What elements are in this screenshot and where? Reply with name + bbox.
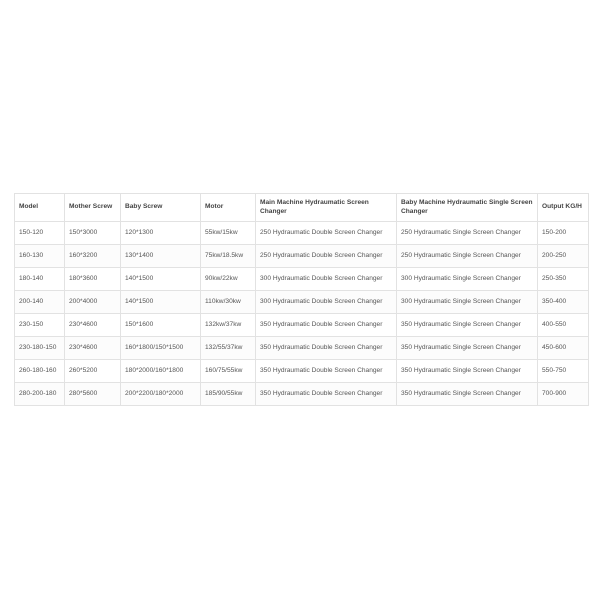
cell-output: 150-200 bbox=[538, 222, 589, 245]
cell-output: 200-250 bbox=[538, 245, 589, 268]
cell-mother-screw: 200*4000 bbox=[65, 291, 121, 314]
cell-baby-screw: 200*2200/180*2000 bbox=[121, 383, 201, 406]
cell-baby-screen-changer: 250 Hydraumatic Single Screen Changer bbox=[397, 222, 538, 245]
cell-baby-screen-changer: 250 Hydraumatic Single Screen Changer bbox=[397, 245, 538, 268]
table-row bbox=[15, 337, 589, 360]
cell-motor: 132kw/37kw bbox=[201, 314, 256, 337]
cell-motor: 90kw/22kw bbox=[201, 268, 256, 291]
header-baby-screen-changer: Baby Machine Hydraumatic Single Screen Changer bbox=[397, 194, 538, 222]
cell-baby-screw: 160*1800/150*1500 bbox=[121, 337, 201, 360]
table-row bbox=[15, 314, 589, 337]
table-row bbox=[15, 383, 589, 406]
spec-table bbox=[14, 193, 589, 406]
table-row bbox=[15, 222, 589, 245]
header-mother-screw: Mother Screw bbox=[65, 194, 121, 222]
cell-output: 700-900 bbox=[538, 383, 589, 406]
cell-mother-screw: 260*5200 bbox=[65, 360, 121, 383]
cell-model: 230-180-150 bbox=[15, 337, 65, 360]
table-row bbox=[15, 291, 589, 314]
cell-main-screen-changer: 300 Hydraumatic Double Screen Changer bbox=[256, 291, 397, 314]
cell-model: 150-120 bbox=[15, 222, 65, 245]
cell-model: 230-150 bbox=[15, 314, 65, 337]
cell-main-screen-changer: 350 Hydraumatic Double Screen Changer bbox=[256, 360, 397, 383]
cell-mother-screw: 280*5600 bbox=[65, 383, 121, 406]
cell-baby-screw: 180*2000/160*1800 bbox=[121, 360, 201, 383]
cell-model: 160-130 bbox=[15, 245, 65, 268]
cell-output: 550-750 bbox=[538, 360, 589, 383]
cell-baby-screen-changer: 300 Hydraumatic Single Screen Changer bbox=[397, 291, 538, 314]
cell-baby-screen-changer: 300 Hydraumatic Single Screen Changer bbox=[397, 268, 538, 291]
cell-output: 350-400 bbox=[538, 291, 589, 314]
table-row bbox=[15, 245, 589, 268]
table-header bbox=[15, 194, 589, 222]
cell-baby-screw: 150*1600 bbox=[121, 314, 201, 337]
cell-motor: 160/75/55kw bbox=[201, 360, 256, 383]
cell-baby-screw: 140*1500 bbox=[121, 291, 201, 314]
header-row bbox=[15, 194, 589, 222]
table-row bbox=[15, 268, 589, 291]
cell-baby-screw: 120*1300 bbox=[121, 222, 201, 245]
cell-baby-screen-changer: 350 Hydraumatic Single Screen Changer bbox=[397, 383, 538, 406]
cell-mother-screw: 180*3600 bbox=[65, 268, 121, 291]
cell-output: 450-600 bbox=[538, 337, 589, 360]
cell-baby-screen-changer: 350 Hydraumatic Single Screen Changer bbox=[397, 360, 538, 383]
cell-main-screen-changer: 350 Hydraumatic Double Screen Changer bbox=[256, 383, 397, 406]
cell-main-screen-changer: 350 Hydraumatic Double Screen Changer bbox=[256, 337, 397, 360]
cell-motor: 132/55/37kw bbox=[201, 337, 256, 360]
cell-model: 260-180-160 bbox=[15, 360, 65, 383]
cell-baby-screw: 140*1500 bbox=[121, 268, 201, 291]
cell-motor: 55kw/15kw bbox=[201, 222, 256, 245]
header-baby-screw: Baby Screw bbox=[121, 194, 201, 222]
cell-motor: 110kw/30kw bbox=[201, 291, 256, 314]
table-body bbox=[15, 222, 589, 406]
cell-mother-screw: 230*4600 bbox=[65, 314, 121, 337]
header-main-screen-changer: Main Machine Hydraumatic Screen Changer bbox=[256, 194, 397, 222]
cell-main-screen-changer: 250 Hydraumatic Double Screen Changer bbox=[256, 245, 397, 268]
cell-mother-screw: 160*3200 bbox=[65, 245, 121, 268]
header-output: Output KG/H bbox=[538, 194, 589, 222]
cell-model: 200-140 bbox=[15, 291, 65, 314]
header-model: Model bbox=[15, 194, 65, 222]
cell-output: 400-550 bbox=[538, 314, 589, 337]
cell-motor: 75kw/18.5kw bbox=[201, 245, 256, 268]
cell-mother-screw: 150*3000 bbox=[65, 222, 121, 245]
cell-baby-screw: 130*1400 bbox=[121, 245, 201, 268]
cell-baby-screen-changer: 350 Hydraumatic Single Screen Changer bbox=[397, 337, 538, 360]
cell-motor: 185/90/55kw bbox=[201, 383, 256, 406]
cell-model: 280-200-180 bbox=[15, 383, 65, 406]
cell-main-screen-changer: 350 Hydraumatic Double Screen Changer bbox=[256, 314, 397, 337]
cell-model: 180-140 bbox=[15, 268, 65, 291]
cell-main-screen-changer: 300 Hydraumatic Double Screen Changer bbox=[256, 268, 397, 291]
cell-mother-screw: 230*4600 bbox=[65, 337, 121, 360]
table-row bbox=[15, 360, 589, 383]
cell-baby-screen-changer: 350 Hydraumatic Single Screen Changer bbox=[397, 314, 538, 337]
cell-output: 250-350 bbox=[538, 268, 589, 291]
header-motor: Motor bbox=[201, 194, 256, 222]
cell-main-screen-changer: 250 Hydraumatic Double Screen Changer bbox=[256, 222, 397, 245]
